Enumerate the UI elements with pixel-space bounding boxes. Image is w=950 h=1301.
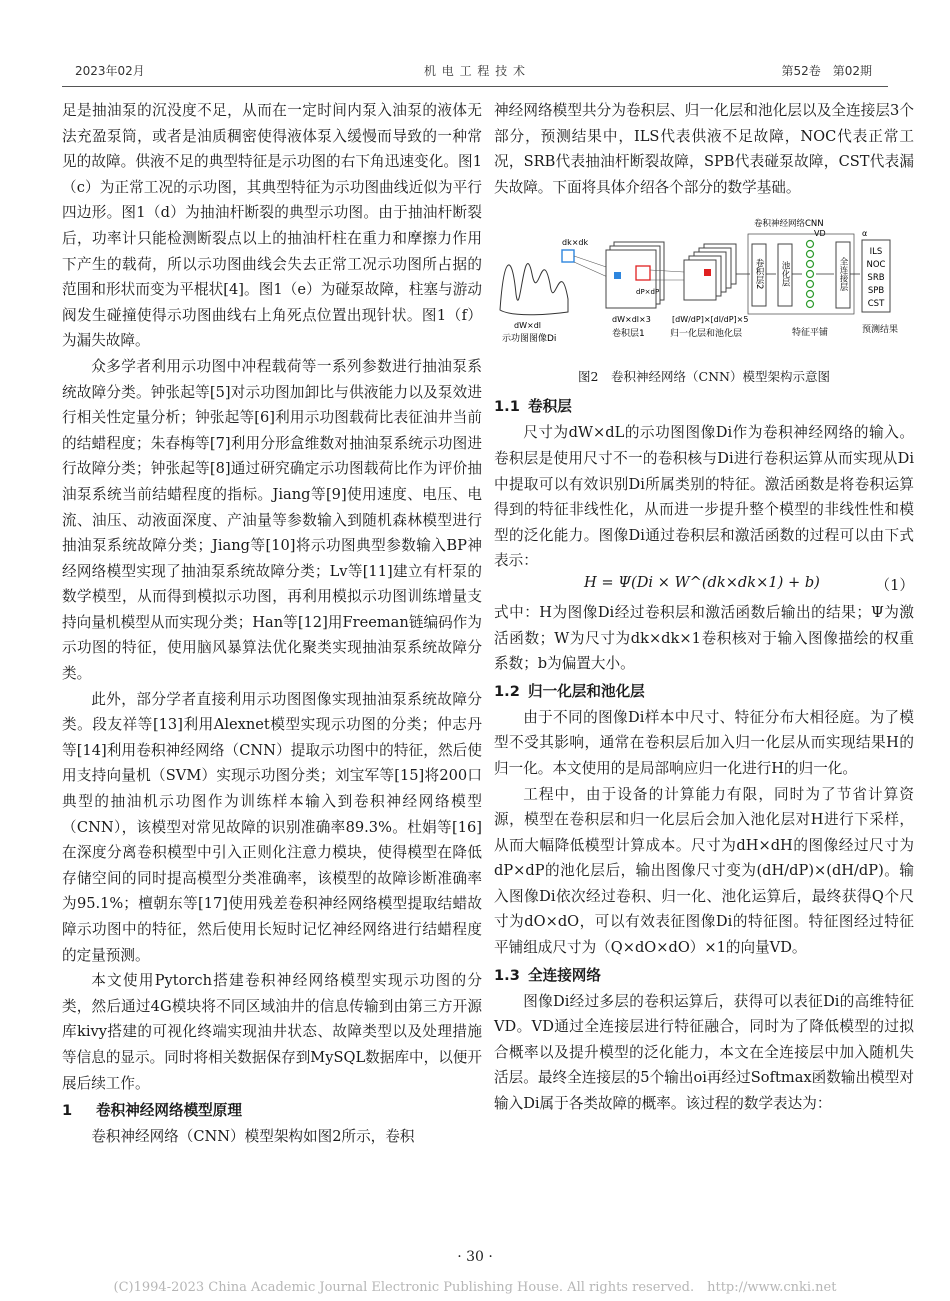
pooled-map bbox=[684, 260, 716, 300]
section-title: 卷积层 bbox=[528, 398, 572, 416]
section-number: 1.2 bbox=[494, 682, 520, 700]
label: 全连接层 bbox=[838, 257, 848, 292]
paragraph: 众多学者利用示功图中冲程载荷等一系列参数进行抽油泵系统故障分类。钟张起等[5]对示功图加卸比与供液能力以及泵效进行相关性定量分析；钟张起等[6]利用示功图载荷比表征油井当前的结蜡程度；朱春梅等[7]利用分形盒维数对抽油泵系统示功图进行故障分类；钟张起等[8]通过研究确定示功图载荷比作为评价抽油泵系统当前结蜡程度的指标。Jiang等[9]使用速度、电压、电流、油压、动液面深度、产油量等参数输入到随机森林模型进行抽油泵系统故障分类；Jiang等[10]将示功图典型参数输入BP神经网络模型实现了抽油泵系统故障分类；Lv等[11]建立有杆泵的数学模型，从而得到模拟示功图，再利用模拟示功图训练增量支持向量机模型从而实现分类；Han等[12]用Freeman链编码作为示功图的特征，使用脑风暴算法优化聚类实现抽油泵系统故障分类。 bbox=[62, 357, 482, 683]
cnn-diagram bbox=[494, 214, 914, 362]
paragraph: 工程中，由于设备的计算能力有限，同时为了节省计算资源，模型在卷积层和归一化层后会加入池化层对H进行下采样，从而大幅降低模型计算成本。尺寸为dH×dH的图像经过尺寸为dP×dP的池化层后，输出图像尺寸变为(dH/dP)×(dH/dP)。输入图像Di依次经过卷积、归一化、池化运算后，最终获得Q个尺寸为dO×dO，可以有效表征图像Di的特征图。特征图经过特征平铺组成尺寸为（Q×dO×dO）×1的向量VD。 bbox=[494, 785, 914, 957]
pool-output-cell bbox=[704, 269, 711, 276]
flatten-neurons bbox=[807, 241, 814, 308]
label: dW×dl×3 bbox=[612, 315, 651, 325]
kernel-box bbox=[562, 250, 574, 262]
label: dP×dP bbox=[636, 288, 660, 297]
class-label: SRB bbox=[867, 273, 885, 284]
neuron bbox=[807, 241, 814, 248]
feature-map bbox=[606, 250, 656, 308]
left-column bbox=[62, 98, 482, 1150]
paragraph: 此外，部分学者直接利用示功图图像实现抽油泵系统故障分类。段友祥等[13]利用Alexnet模型实现示功图的分类；仲志丹等[14]利用卷积神经网络（CNN）提取示功图中的特征，然后使用支持向量机（SVM）实现示功图分类；刘宝军等[15]将200口典型的抽油机示功图作为训练样本输入到卷积神经网络模型（CNN），该模型对常见故障的识别准确率89.3%。杜娟等[16]在深度分离卷积模型中引入正则化注意力模块，使得模型在降低存储空间的同时提高模型分类准确率，该模型的故障诊断准确率为95.1%；檀朝东等[17]使用残差卷积神经网络模型提取结蜡故障示功图中的特征，然后使用长短时记忆神经网络进行结蜡程度的定量预测。 bbox=[62, 690, 482, 964]
label: 卷积层1 bbox=[612, 329, 645, 340]
section-title: 全连接网络 bbox=[528, 966, 601, 984]
paragraph: 图像Di经过多层的卷积运算后，获得可以表征Di的高维特征VD。VD通过全连接层进行特征融合，同时为了降低模型的过拟合概率以及提升模型的泛化能力，本文在全连接层中加入随机失活层。最终全连接层的5个输出oi再经过Softmax函数输出模型对输入Di属于各类故障的概率。该过程的数学表达为： bbox=[494, 992, 914, 1113]
cnn-architecture-figure bbox=[494, 214, 914, 362]
class-label: CST bbox=[867, 299, 885, 310]
figure-caption: 图2 卷积神经网络（CNN）模型架构示意图 bbox=[578, 369, 830, 385]
header-rule bbox=[62, 86, 888, 87]
label: dW×dl bbox=[514, 321, 541, 331]
input-waveform bbox=[500, 264, 568, 315]
class-label: ILS bbox=[869, 247, 883, 258]
page-number: · 30 · bbox=[457, 1249, 493, 1265]
section-number: 1.1 bbox=[494, 398, 520, 416]
copyright-footer: (C)1994-2023 China Academic Journal Electronic Publishing House. All rights reserved. http://www.cnki.net bbox=[113, 1280, 837, 1295]
equation-number: （1） bbox=[875, 576, 914, 594]
section-heading bbox=[62, 1100, 482, 1122]
right-column bbox=[494, 98, 914, 1117]
label: 示功图图像Di bbox=[502, 334, 557, 345]
label: 归一化层和池化层 bbox=[670, 329, 743, 340]
header-volume: 第52卷 第02期 bbox=[781, 64, 872, 78]
neuron bbox=[807, 251, 814, 258]
paragraph: 神经网络模型共分为卷积层、归一化层和池化层以及全连接层3个部分，预测结果中，ILS代表供液不足故障，NOC代表正常工况，SRB代表抽油杆断裂故障，SPB代表碰泵故障，CST代表漏失故障。下面将具体介绍各个部分的数学基础。 bbox=[494, 102, 914, 196]
paragraph: 本文使用Pytorch搭建卷积神经网络模型实现示功图的分类，然后通过4G模块将不同区域油井的信息传输到由第三方开源库kivy搭建的可视化终端实现油井状态、故障类型以及处理措施等信息的显示。同时将相关数据保存到MySQL数据库中，以便开展后续工作。 bbox=[62, 972, 482, 1092]
paragraph: 卷积神经网络（CNN）模型架构如图2所示，卷积 bbox=[91, 1128, 415, 1146]
label: 特征平铺 bbox=[792, 328, 829, 339]
section-number: 1 bbox=[62, 1102, 73, 1120]
section-title: 卷积神经网络模型原理 bbox=[96, 1102, 242, 1120]
section-number: 1.3 bbox=[494, 966, 520, 984]
paragraph: 足是抽油泵的沉没度不足，从而在一定时间内泵入油泵的液体无法充盈泵筒，或者是油质稠密使得液体泵入缓慢而导致的一种常见的故障。供液不足的典型特征是示功图的右下角迅速变化。图1（c）为正常工况的示功图，其典型特征为示功图曲线近似为平行四边形。图1（d）为抽油杆断裂的典型示功图。由于抽油杆断裂后，功率计只能检测断裂点以上的抽油杆柱在重力和摩擦力作用下产生的载荷，所以示功图曲线会失去正常工况示功图所占据的范围和形状而变为平棍状[4]。图1（e）为碰泵故障，柱塞与游动阀发生碰撞使得示功图曲线右上角死点位置出现针状。图1（f）为漏失故障。 bbox=[62, 102, 482, 350]
paragraph: 由于不同的图像Di样本中尺寸、特征分布大相径庭。为了模型不受其影响，通常在卷积层后加入归一化层从而实现结果H的归一化。本文使用的是局部响应归一化进行H的归一化。 bbox=[494, 708, 914, 777]
neuron bbox=[807, 261, 814, 268]
neuron bbox=[807, 291, 814, 298]
neuron bbox=[807, 301, 814, 308]
header-date: 2023年02月 bbox=[75, 64, 145, 78]
label: VD bbox=[814, 229, 826, 239]
label: [dW/dP]×[dl/dP]×5 bbox=[672, 315, 749, 325]
paragraph: 式中：H为图像Di经过卷积层和激活函数后输出的结果；Ψ为激活函数；W为尺寸为dk×dk×1卷积核对于输入图像描绘的权重系数；b为偏置大小。 bbox=[494, 603, 914, 673]
label: 预测结果 bbox=[862, 325, 899, 336]
class-label: SPB bbox=[867, 286, 885, 297]
neuron bbox=[807, 271, 814, 278]
label: dk×dk bbox=[562, 238, 589, 248]
label: 卷积神经网络CNN bbox=[754, 219, 824, 230]
equation-1 bbox=[494, 574, 914, 600]
label: α bbox=[862, 229, 868, 239]
paragraph: 尺寸为dW×dL的示功图图像Di作为卷积神经网络的输入。卷积层是使用尺寸不一的卷积核与Di进行卷积运算从而实现从Di中提取可以有效识别Di所属类别的特征。激活函数是将卷积运算得到的特征非线性化，从而进一步提升整个模型的非线性性和模型的泛化能力。图像Di通过卷积层和激活函数的过程可以由下式表示： bbox=[494, 424, 914, 570]
section-heading bbox=[494, 681, 914, 703]
section-title: 归一化层和池化层 bbox=[528, 682, 645, 700]
equation-body: H = Ψ(Di × W^(dk×dk×1) + b) bbox=[584, 573, 820, 591]
neuron bbox=[807, 281, 814, 288]
section-heading bbox=[494, 965, 914, 987]
header-journal: 机 电 工 程 技 术 bbox=[423, 64, 527, 78]
class-label: NOC bbox=[866, 260, 886, 271]
conv-output-cell bbox=[614, 272, 621, 279]
label: 池化层 bbox=[780, 261, 790, 288]
label: 卷积层2 bbox=[754, 258, 764, 290]
section-heading bbox=[494, 396, 914, 418]
